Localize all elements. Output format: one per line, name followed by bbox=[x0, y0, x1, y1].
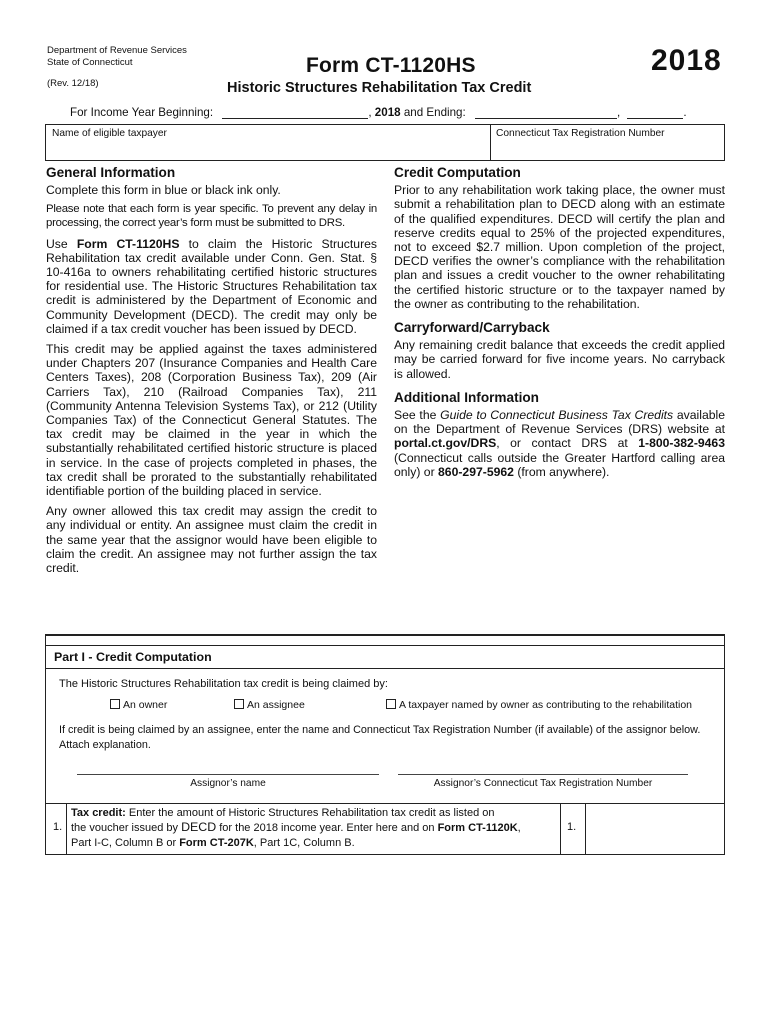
revision-date: (Rev. 12/18) bbox=[47, 78, 99, 89]
income-year-end-label: and Ending: bbox=[403, 106, 466, 119]
credit-computation-text: Prior to any rehabilitation work taking place, the owner must submit a rehabilitation plan to DECD along with an estimate of the qualified expenditures. DECD will certify the plan and reserve credits equal to 25% of the projected expenditures, not to exceed $2.7 million. Upon completion of the project, DECD verifies the owner’s compliance with the rehabilitation plan and issues a credit voucher to the owner rehabilitating the certified historic structure or to the taxpayer named by the owner as contributing to the rehabilitation. bbox=[394, 183, 725, 311]
income-year-end-year-field[interactable] bbox=[627, 107, 683, 119]
assignee-checkbox[interactable] bbox=[234, 699, 244, 709]
part1-header-bar bbox=[46, 645, 724, 669]
line1-text-1 bbox=[71, 806, 541, 820]
line1-text-3b: , Part 1C, Column B. bbox=[253, 836, 355, 849]
option-owner[interactable] bbox=[110, 699, 167, 711]
state-name: State of Connecticut bbox=[47, 57, 133, 68]
owner-label: An owner bbox=[123, 699, 168, 711]
line1-description bbox=[71, 806, 541, 850]
income-year-period: . bbox=[683, 106, 687, 119]
ai-website-link[interactable]: portal.ct.gov/DRS bbox=[394, 436, 497, 451]
ai-text-b: available on the Department of Revenue Services (DRS) website at bbox=[394, 408, 725, 437]
taxpayer-checkbox[interactable] bbox=[386, 699, 396, 709]
income-year-end-field[interactable] bbox=[475, 107, 617, 119]
registration-number-label: Connecticut Tax Registration Number bbox=[496, 128, 665, 139]
ai-text-e: (from anywhere). bbox=[513, 464, 610, 479]
line1-box-number: 1. bbox=[567, 821, 577, 833]
line1-row bbox=[46, 803, 724, 855]
additional-information-text bbox=[394, 408, 725, 479]
carryforward-heading: Carryforward/Carryback bbox=[394, 320, 550, 336]
taxpayer-info-box bbox=[45, 124, 725, 161]
line1-text-2b: for the 2018 income year. Enter here and on bbox=[216, 822, 438, 835]
income-year-comma: , bbox=[368, 106, 372, 119]
agency-name: Department of Revenue Services bbox=[47, 45, 187, 56]
general-information-heading: General Information bbox=[46, 165, 176, 180]
line1-text-2c: , bbox=[517, 822, 521, 835]
income-year-begin-field[interactable] bbox=[222, 107, 368, 119]
right-column bbox=[394, 166, 725, 485]
line1-box-number-cell bbox=[560, 804, 586, 855]
assignor-reg-field[interactable] bbox=[398, 774, 688, 775]
carryforward-text: Any remaining credit balance that exceeds the credit applied may be carried forward for five income years. No carryback is allowed. bbox=[394, 338, 725, 381]
assignor-reg-label: Assignor’s Connecticut Tax Registration Number bbox=[433, 778, 653, 789]
ai-text-c: , or contact DRS at bbox=[496, 436, 639, 451]
ai-phone-instate: 1-800-382-9463 bbox=[638, 436, 725, 451]
option-assignee[interactable] bbox=[234, 699, 305, 711]
gi-use-text-rest: to claim the Historic Structures Rehabilitation tax credit available under Conn. Gen. Stat. § 10-416a to owners rehabilitating certified historic structures for residential use. The Historic Structures Rehabilitation tax credit is administered by the Department of Economic and Community Development (DECD). The credit may only be claimed if a tax credit voucher has been issued by DECD. bbox=[46, 236, 378, 336]
line1-form-ct1120k: Form CT-1120K bbox=[437, 822, 518, 835]
line1-text-1a: Enter the amount of Historic Structures Rehabilitation tax credit as listed on bbox=[125, 807, 495, 819]
income-year-2018: 2018 bbox=[374, 106, 401, 119]
form-year: 2018 bbox=[651, 44, 722, 77]
claimed-by-text: The Historic Structures Rehabilitation tax credit is being claimed by: bbox=[59, 678, 388, 690]
option-taxpayer[interactable] bbox=[386, 699, 692, 711]
gi-paragraph-assignment: Any owner allowed this tax credit may assign the credit to any individual or entity. An assignee must claim the credit in the same year that the assignor would have been eligible to claim the credit. An assignee may not further assign the tax credit. bbox=[46, 504, 377, 576]
additional-information-heading: Additional Information bbox=[394, 389, 539, 405]
part1-section bbox=[45, 634, 725, 855]
ai-phone-anywhere: 860-297-5962 bbox=[438, 464, 514, 479]
gi-use-text: Use bbox=[46, 236, 77, 251]
line1-text-3 bbox=[71, 836, 541, 850]
assignee-label: An assignee bbox=[247, 699, 305, 711]
ai-text-d: (Connecticut calls outside the Greater Hartford calling area only) or bbox=[394, 450, 725, 479]
ai-text-a: See the bbox=[394, 408, 441, 423]
line1-text-2a: the voucher issued by bbox=[71, 822, 182, 835]
line1-amount-field[interactable] bbox=[585, 804, 724, 855]
taxpayer-name-label: Name of eligible taxpayer bbox=[52, 128, 167, 139]
line1-bold-label: Tax credit: bbox=[71, 807, 126, 819]
general-information-section bbox=[46, 166, 377, 581]
taxpayer-name-field[interactable] bbox=[46, 125, 491, 160]
part1-heading: Part I - Credit Computation bbox=[54, 650, 212, 664]
gi-paragraph-taxes: This credit may be applied against the taxes administered under Chapters 207 (Insurance Companies and Health Care Centers Taxes), 208 (Corporation Business Tax), 209 (Air Carriers Tax), 210 (Railroad Companies Tax), 211 (Community Antenna Television Systems Tax), or 212 (Utility Companies Tax) of the Connecticut General Statutes. The tax credit may be claimed in the year in which the substantially rehabilitated certified historic structure is placed in service. In the case of projects completed in phases, the tax credit shall be prorated to the substantially rehabilitated identifiable portion of the building placed in service. bbox=[46, 342, 377, 499]
income-year-begin-label: For Income Year Beginning: bbox=[70, 106, 214, 119]
gi-form-name: Form CT-1120HS bbox=[76, 236, 180, 251]
form-subtitle: Historic Structures Rehabilitation Tax Credit bbox=[227, 80, 532, 96]
line1-form-ct207k: Form CT-207K bbox=[179, 836, 254, 849]
gi-paragraph-year-specific: Please note that each form is year specific. To prevent any delay in processing, the correct year’s form must be submitted to DRS. bbox=[46, 203, 377, 229]
income-year-row bbox=[70, 106, 687, 119]
ai-guide-title: Guide to Connecticut Business Tax Credits bbox=[440, 408, 674, 423]
taxpayer-label: A taxpayer named by owner as contributing to the rehabilitation bbox=[399, 699, 693, 711]
registration-number-field[interactable] bbox=[491, 125, 724, 160]
line1-number-cell bbox=[46, 804, 67, 855]
form-title: Form CT-1120HS bbox=[306, 54, 476, 77]
line1-text-2 bbox=[71, 820, 541, 835]
owner-checkbox[interactable] bbox=[110, 699, 120, 709]
gi-paragraph-use bbox=[46, 237, 377, 336]
line1-decd: DECD bbox=[181, 820, 217, 835]
line1-number: 1. bbox=[53, 821, 63, 833]
line1-text-3a: Part I-C, Column B or bbox=[71, 836, 180, 849]
assignor-name-label: Assignor’s name bbox=[190, 778, 266, 789]
income-year-end-comma: , bbox=[616, 106, 621, 119]
gi-paragraph-ink: Complete this form in blue or black ink only. bbox=[46, 183, 281, 198]
assignee-instructions: If credit is being claimed by an assignee, enter the name and Connecticut Tax Registration Number (if available) of the assignor below. Attach explanation. bbox=[59, 724, 701, 751]
credit-computation-heading: Credit Computation bbox=[394, 165, 521, 180]
assignor-name-field[interactable] bbox=[77, 774, 379, 775]
